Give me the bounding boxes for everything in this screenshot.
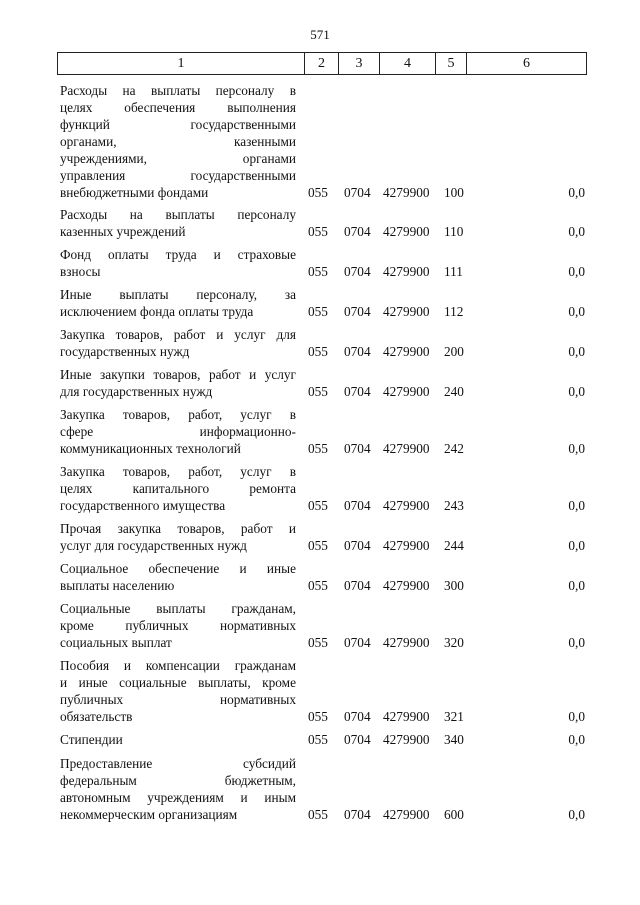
header-col-2: 2 — [304, 53, 338, 74]
header-col-6: 6 — [466, 53, 586, 74]
amount-cell: 0,0 — [568, 304, 585, 319]
row-description — [60, 463, 296, 514]
row-description — [60, 755, 296, 823]
type-cell: 111 — [444, 264, 463, 279]
section-cell: 0704 — [344, 538, 371, 553]
target-cell: 4279900 — [383, 344, 430, 359]
page-number: 571 — [310, 27, 330, 42]
type-cell: 600 — [444, 807, 464, 822]
section-cell: 0704 — [344, 224, 371, 239]
description-line: обязательств — [60, 709, 133, 724]
amount-cell: 0,0 — [568, 384, 585, 399]
description-line: Иные выплаты персоналу, за — [60, 287, 296, 302]
description-line: Пособия и компенсации гражданам — [60, 658, 296, 673]
target-cell: 4279900 — [383, 224, 430, 239]
code-cell: 055 — [308, 498, 328, 513]
description-line: государственных нужд — [60, 344, 190, 359]
amount-cell: 0,0 — [568, 224, 585, 239]
target-cell: 4279900 — [383, 635, 430, 650]
section-cell: 0704 — [344, 578, 371, 593]
row-description — [60, 657, 296, 725]
description-line: социальных выплат — [60, 635, 172, 650]
type-cell: 200 — [444, 344, 464, 359]
table-row — [60, 657, 585, 725]
table-row — [60, 520, 585, 554]
amount-cell: 0,0 — [568, 498, 585, 513]
row-description — [60, 82, 296, 201]
description-line: целях капитального ремонта — [60, 481, 296, 496]
code-cell: 055 — [308, 185, 328, 200]
code-cell: 055 — [308, 732, 328, 747]
target-cell: 4279900 — [383, 441, 430, 456]
row-description — [60, 206, 296, 240]
target-cell: 4279900 — [383, 498, 430, 513]
target-cell: 4279900 — [383, 709, 430, 724]
description-line: Иные закупки товаров, работ и услуг — [60, 367, 296, 382]
description-line: Прочая закупка товаров, работ и — [60, 521, 296, 536]
type-cell: 240 — [444, 384, 464, 399]
description-line: исключением фонда оплаты труда — [60, 304, 254, 319]
row-description — [60, 366, 296, 400]
table-row — [60, 600, 585, 651]
type-cell: 100 — [444, 185, 464, 200]
description-line: и иные социальные выплаты, кроме — [60, 675, 296, 690]
description-line: государственного имущества — [60, 498, 226, 513]
description-line: Расходы на выплаты персоналу — [60, 207, 296, 222]
description-line: федеральным бюджетным, — [60, 773, 296, 788]
table-row — [60, 326, 585, 360]
amount-cell: 0,0 — [568, 635, 585, 650]
description-line: публичных нормативных — [60, 692, 296, 707]
table-row — [60, 755, 585, 823]
code-cell: 055 — [308, 538, 328, 553]
header-col-4: 4 — [379, 53, 435, 74]
description-line: автономным учреждениям и иным — [60, 790, 296, 805]
table-row — [60, 731, 585, 748]
header-col-5: 5 — [435, 53, 466, 74]
amount-cell: 0,0 — [568, 578, 585, 593]
code-cell: 055 — [308, 384, 328, 399]
code-cell: 055 — [308, 344, 328, 359]
description-line: взносы — [60, 264, 101, 279]
target-cell: 4279900 — [383, 264, 430, 279]
section-cell: 0704 — [344, 384, 371, 399]
row-description — [60, 520, 296, 554]
code-cell: 055 — [308, 578, 328, 593]
amount-cell: 0,0 — [568, 344, 585, 359]
description-line: услуг для государственных нужд — [60, 538, 247, 553]
row-description — [60, 600, 296, 651]
amount-cell: 0,0 — [568, 185, 585, 200]
row-description — [60, 286, 296, 320]
target-cell: 4279900 — [383, 384, 430, 399]
amount-cell: 0,0 — [568, 264, 585, 279]
description-line: Социальное обеспечение и иные — [60, 561, 296, 576]
description-line: для государственных нужд — [60, 384, 213, 399]
description-line: Фонд оплаты труда и страховые — [60, 247, 296, 262]
description-line: органами, казенными — [60, 134, 296, 149]
target-cell: 4279900 — [383, 304, 430, 319]
target-cell: 4279900 — [383, 732, 430, 747]
amount-cell: 0,0 — [568, 709, 585, 724]
section-cell: 0704 — [344, 185, 371, 200]
type-cell: 340 — [444, 732, 464, 747]
row-description — [60, 406, 296, 457]
code-cell: 055 — [308, 709, 328, 724]
table-row — [60, 366, 585, 400]
amount-cell: 0,0 — [568, 538, 585, 553]
section-cell: 0704 — [344, 709, 371, 724]
section-cell: 0704 — [344, 264, 371, 279]
description-line: коммуникационных технологий — [60, 441, 241, 456]
amount-cell: 0,0 — [568, 441, 585, 456]
code-cell: 055 — [308, 304, 328, 319]
row-description — [60, 246, 296, 280]
description-line: Предоставление субсидий — [60, 756, 296, 771]
code-cell: 055 — [308, 635, 328, 650]
description-line: внебюджетными фондами — [60, 185, 209, 200]
section-cell: 0704 — [344, 441, 371, 456]
table-row — [60, 206, 585, 240]
row-description — [60, 326, 296, 360]
type-cell: 320 — [444, 635, 464, 650]
description-line: управления государственными — [60, 168, 296, 183]
type-cell: 110 — [444, 224, 464, 239]
description-line: Расходы на выплаты персоналу в — [60, 83, 296, 98]
table-row — [60, 463, 585, 514]
code-cell: 055 — [308, 224, 328, 239]
description-line: кроме публичных нормативных — [60, 618, 296, 633]
type-cell: 243 — [444, 498, 464, 513]
description-line: Закупка товаров, работ, услуг в — [60, 407, 296, 422]
row-description — [60, 560, 296, 594]
section-cell: 0704 — [344, 807, 371, 822]
description-line: функций государственными — [60, 117, 296, 132]
table-row — [60, 246, 585, 280]
description-line: целях обеспечения выполнения — [60, 100, 296, 115]
description-line: Стипендии — [60, 732, 123, 747]
code-cell: 055 — [308, 264, 328, 279]
section-cell: 0704 — [344, 732, 371, 747]
description-line: сфере информационно- — [60, 424, 296, 439]
code-cell: 055 — [308, 807, 328, 822]
section-cell: 0704 — [344, 635, 371, 650]
row-description — [60, 731, 296, 748]
type-cell: 321 — [444, 709, 464, 724]
code-cell: 055 — [308, 441, 328, 456]
description-line: казенных учреждений — [60, 224, 186, 239]
table-row — [60, 406, 585, 457]
amount-cell: 0,0 — [568, 807, 585, 822]
target-cell: 4279900 — [383, 185, 430, 200]
header-col-1: 1 — [177, 55, 185, 71]
table-row — [60, 286, 585, 320]
section-cell: 0704 — [344, 498, 371, 513]
description-line: Закупка товаров, работ, услуг в — [60, 464, 296, 479]
description-line: учреждениями, органами — [60, 151, 296, 166]
description-line: Закупка товаров, работ и услуг для — [60, 327, 296, 342]
table-header — [57, 52, 587, 75]
target-cell: 4279900 — [383, 578, 430, 593]
type-cell: 112 — [444, 304, 464, 319]
table-row — [60, 560, 585, 594]
type-cell: 244 — [444, 538, 464, 553]
amount-cell: 0,0 — [568, 732, 585, 747]
description-line: выплаты населению — [60, 578, 175, 593]
type-cell: 242 — [444, 441, 464, 456]
description-line: Социальные выплаты гражданам, — [60, 601, 296, 616]
target-cell: 4279900 — [383, 807, 430, 822]
type-cell: 300 — [444, 578, 464, 593]
description-line: некоммерческим организациям — [60, 807, 238, 822]
section-cell: 0704 — [344, 344, 371, 359]
section-cell: 0704 — [344, 304, 371, 319]
target-cell: 4279900 — [383, 538, 430, 553]
header-col-3: 3 — [338, 53, 379, 74]
table-row — [60, 82, 585, 201]
